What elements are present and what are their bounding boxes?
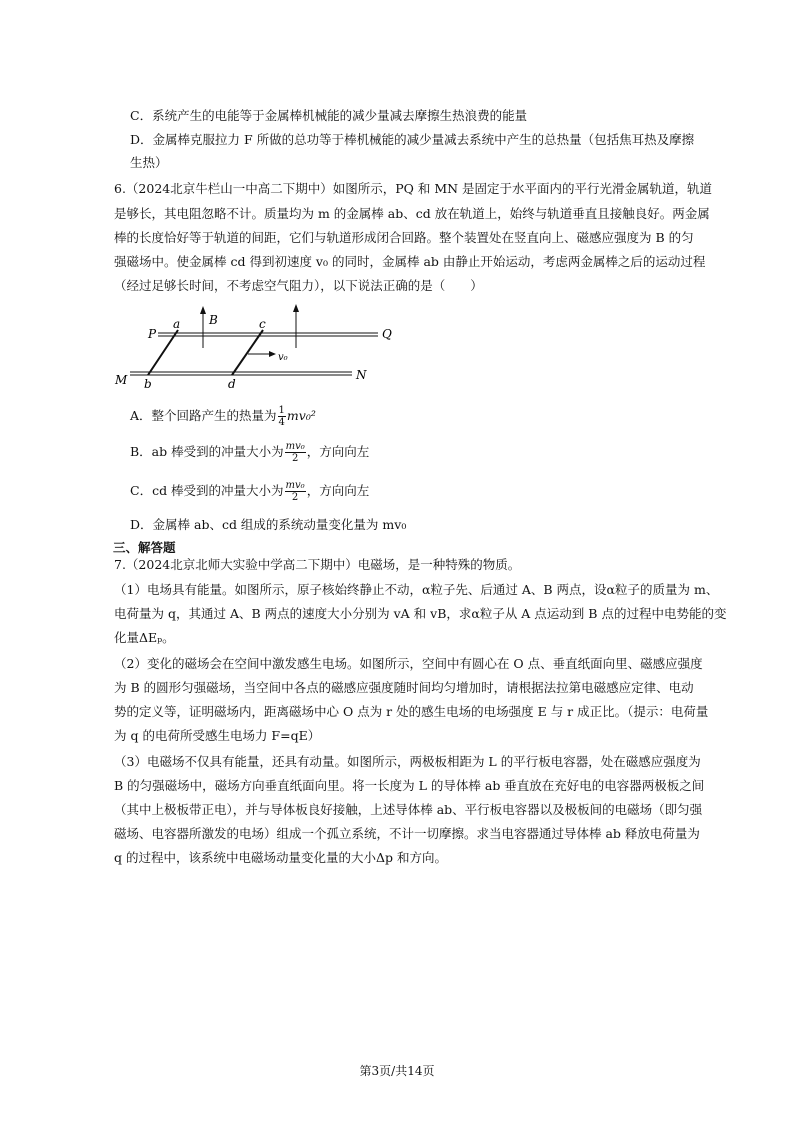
v0-arrowhead (269, 351, 276, 357)
label-n: N (356, 368, 367, 382)
q6-option-d: D．金属棒 ab、cd 组成的系统动量变化量为 mv₀ (130, 517, 407, 532)
q5-option-c: C．系统产生的电能等于金属棒机械能的减少量减去摩擦生热浪费的能量 (130, 108, 528, 123)
q6-option-b-text: B．ab 棒受到的冲量大小为 (130, 444, 284, 459)
q6-option-a-fraction (278, 405, 286, 428)
page-number: 第3页/共14页 (359, 1064, 435, 1078)
q7-part2-line3: 势的定义等，证明磁场内，距离磁场中心 O 点为 r 处的感生电场的电场强度 E 与 r 成正比。（提示：电荷量 (114, 704, 709, 719)
q6-option-c (130, 480, 369, 503)
q6-stem-line4: 强磁场中。使金属棒 cd 得到初速度 v₀ 的同时，金属棒 ab 由静止开始运动，考虑两金属棒之后的运动过程 (114, 254, 706, 269)
q6-option-a-expression: mv₀² (286, 408, 316, 423)
q5-option-d-line2: 生热） (130, 155, 168, 170)
q7-part3-line2: B 的匀强磁场中，磁场方向垂直纸面向里。将一长度为 L 的导体棒 ab 垂直放在充好电的电容器两极板之间 (114, 778, 705, 793)
q7-part3-line3: （其中上极板带正电），并与导体板良好接触，上述导体棒 ab、平行板电容器以及极板间的电磁场（即匀强 (114, 802, 703, 817)
b-field-arrowhead-right (293, 304, 299, 312)
q6-option-c-text: C．cd 棒受到的冲量大小为 (130, 483, 284, 498)
q6-stem-line5: （经过足够长时间，不考虑空气阻力），以下说法正确的是（ ） (114, 278, 483, 293)
label-q: Q (382, 327, 392, 341)
fraction-denominator: 2 (292, 453, 299, 464)
q6-option-a (130, 405, 316, 428)
q6-figure (110, 300, 400, 395)
q7-part3-line1: （3）电磁场不仅具有能量，还具有动量。如图所示，两极板相距为 L 的平行板电容器，处在磁感应强度为 (114, 754, 701, 769)
q6-option-c-direction: ，方向向左 (306, 483, 370, 498)
fraction-denominator: 2 (291, 492, 299, 503)
q6-stem-line1: 6.（2024北京牛栏山一中高二下期中）如图所示，PQ 和 MN 是固定于水平面内的平行光滑金属轨道，轨道 (114, 181, 713, 196)
q7-part2-line4: 为 q 的电荷所受感生电场力 F=qE） (114, 728, 321, 743)
label-d: d (228, 377, 236, 391)
label-p: P (148, 327, 157, 341)
label-c: c (259, 317, 266, 331)
label-a: a (173, 317, 181, 331)
q6-option-b (130, 441, 369, 464)
label-b-field: B (209, 313, 218, 327)
q7-part2-line1: （2）变化的磁场会在空间中激发感生电场。如图所示，空间中有圆心在 O 点、垂直纸面向里、磁感应强度 (114, 656, 703, 671)
q6-stem-line2: 是够长，其电阻忽略不计。质量均为 m 的金属棒 ab、cd 放在轨道上，始终与轨道垂直且接触良好。两金属 (114, 206, 710, 221)
fraction-numerator: mv₀ (285, 441, 305, 452)
q7-stem: 7.（2024北京北师大实验中学高二下期中）电磁场，是一种特殊的物质。 (114, 557, 521, 572)
label-b: b (144, 377, 152, 391)
q6-option-c-fraction (285, 480, 306, 503)
q6-option-b-fraction (285, 441, 306, 464)
label-m: M (115, 373, 128, 387)
q7-part1-line3: 化量ΔEₚ。 (114, 630, 175, 645)
fraction-numerator: mv₀ (285, 480, 305, 491)
section-heading: 三、解答题 (113, 540, 176, 555)
q7-part1-line1: （1）电场具有能量。如图所示，原子核始终静止不动，α粒子先、后通过 A、B 两点，设α粒子的质量为 m、 (114, 582, 719, 597)
fraction-denominator: 4 (278, 417, 285, 428)
b-field-arrowhead-left (200, 306, 206, 314)
rod-cd (232, 330, 263, 375)
fraction-numerator: 1 (278, 405, 285, 416)
q7-part3-line5: q 的过程中，该系统中电磁场动量变化量的大小Δp 和方向。 (114, 850, 447, 865)
q6-stem-line3: 棒的长度恰好等于轨道的间距，它们与轨道形成闭合回路。整个装置处在竖直向上、磁感应强度为 B 的匀 (114, 230, 694, 245)
q7-part1-line2: 电荷量为 q，其通过 A、B 两点的速度大小分别为 vA 和 vB，求α粒子从 A 点运动到 B 点的过程中电势能的变 (114, 606, 727, 621)
q7-part3-line4: 磁场、电容器所激发的电场）组成一个孤立系统，不计一切摩擦。求当电容器通过导体棒 ab 释放电荷量为 (114, 826, 700, 841)
q5-option-d-line1: D．金属棒克服拉力 F 所做的总功等于棒机械能的减少量减去系统中产生的总热量（包括焦耳热及摩擦 (130, 132, 695, 147)
q7-part2-line2: 为 B 的圆形匀强磁场，当空间中各点的磁感应强度随时间均匀增加时，请根据法拉第电磁感应定律、电动 (114, 680, 694, 695)
q6-option-a-text: A．整个回路产生的热量为 (130, 408, 277, 423)
q6-option-b-direction: ，方向向左 (306, 444, 370, 459)
label-v0: v₀ (278, 352, 288, 363)
